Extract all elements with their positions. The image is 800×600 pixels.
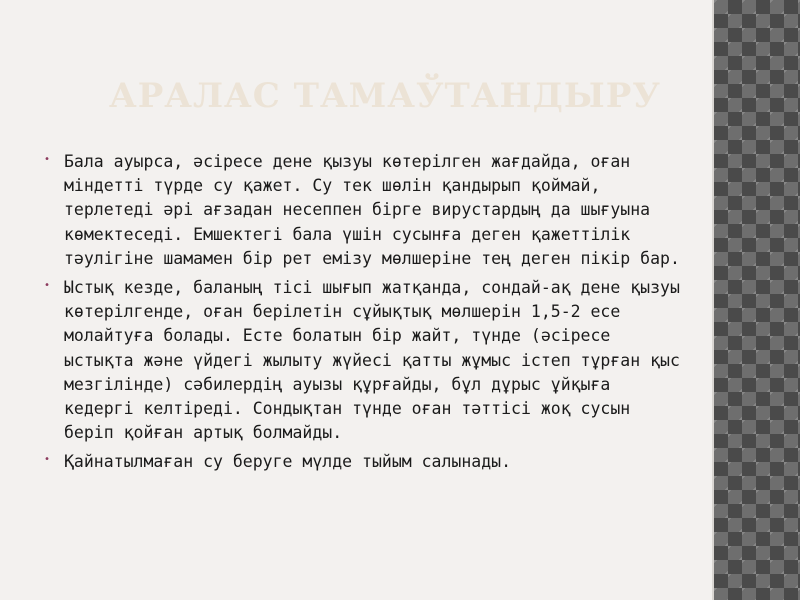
bullet-item (42, 150, 682, 271)
bullet-item (42, 450, 682, 474)
slide-content (42, 150, 682, 480)
slide-title: АРАЛАС ТАМАЎТАНДЫРУ (109, 76, 661, 116)
decorative-side-pattern (714, 0, 800, 600)
bullet-list (42, 150, 682, 475)
bullet-icon: • (44, 454, 51, 466)
bullet-icon: • (44, 154, 51, 165)
bullet-text: Ыстық кезде, баланың тісі шығып жатқанда, сондай-ақ дене қызуы көтерілгенде, оған берілетін сұйықтық мөлшерін 1,5-2 есе молайтуға болады. Есте болатын бір жайт, түнде (әсіресе ыстықта және үйдегі жылыту жүйесі қатты жұмыс істеп тұрған қыс мезгілінде) сәбилердің ауызы құрғайды, бұл дұрыс ұйқыға кедергі келтіреді. Сондықтан түнде оған тәттісі жоқ сусын беріп қойған артық болмайды. (64, 278, 680, 443)
bullet-text: Бала ауырса, әсіресе дене қызуы көтерілген жағдайда, оған міндетті түрде су қажет. Су тек шөлін қандырып қоймай, терлетеді әрі ағзадан несеппен бірге вирустардың да шығуына көмектеседі. Емшектегі бала үшін сусынға деген қажеттілік тәулігіне шамамен бір рет емізу мөлшеріне тең деген пікір бар. (64, 152, 680, 268)
bullet-item (42, 276, 682, 445)
bullet-icon: • (44, 280, 51, 292)
bullet-text: Қайнатылмаған су беруге мүлде тыйым салынады. (64, 452, 512, 472)
